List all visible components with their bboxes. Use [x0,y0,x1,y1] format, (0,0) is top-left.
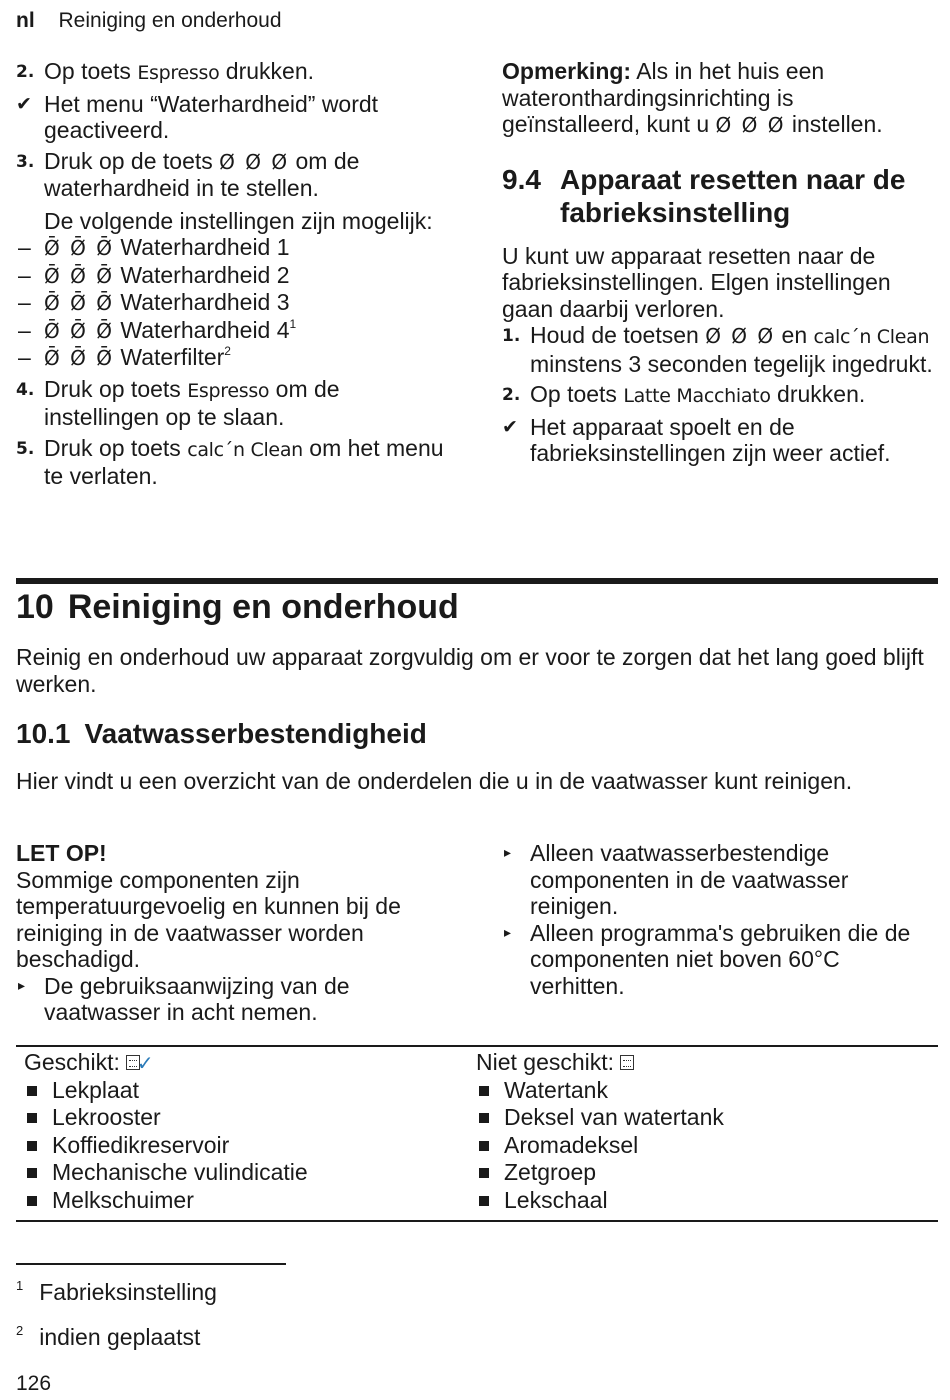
triangle-bullet-icon: ▸ [18,977,26,994]
step-number: 2. [502,385,521,405]
subsection-heading [16,718,427,750]
step-number: 3. [16,151,35,172]
footnote-2 [16,1323,200,1351]
strength-keys-icon: Ø Ø Ø [715,113,786,137]
footnote-mark: 1 [16,1278,24,1293]
option-label: Waterhardheid 2 [120,261,290,288]
reset-step-2 [502,381,934,410]
dash-icon: – [18,234,31,260]
key-label-calc-clean: calc´n Clean [187,438,303,461]
chapter-title: Reiniging en onderhoud [67,588,459,626]
warning-block-right [502,840,938,999]
warning-bullet-text: Alleen programma's gebruiken die de componenten niet boven 60°C verhitten. [530,919,911,999]
dash-icon: – [18,289,31,315]
option-label: Waterhardheid 4 [120,316,290,343]
possible-settings-intro: De volgende instellingen zijn mogelijk: [44,207,433,234]
note-text: instellen. [785,111,883,137]
step-2-espresso [16,58,446,87]
footnote-rule [16,1263,286,1265]
strength-keys-icon: Ø̄ Ø̄ Ø̄ [44,291,114,315]
chapter-number: 10 [16,588,54,626]
step-5-exit-menu [16,435,446,490]
list-item: Deksel van watertank [476,1104,926,1132]
dishwasher-icon [620,1054,646,1072]
step-text: drukken. [770,381,866,407]
reset-result [502,414,934,467]
dash-icon: – [18,316,31,343]
section-number: 9.4 [502,163,541,195]
note-label: Opmerking: [502,58,632,84]
strength-keys-icon: Ø̄ Ø̄ Ø̄ [44,236,114,260]
list-item: Aromadeksel [476,1132,926,1160]
subsection-number: 10.1 [16,718,71,749]
not-suitable-column [476,1049,926,1214]
suitable-header [24,1049,464,1077]
step-4-save [16,376,446,431]
option-label: Waterfilter [120,344,225,370]
dishwasher-suitability-table [16,1045,938,1222]
chapter-intro: Reinig en onderhoud uw apparaat zorgvuldig om er voor te zorgen dat het lang goed blijft werken. [16,644,924,697]
note-text: Als in het huis een wateronthardingsinrichting is geïnstalleerd, kunt u [502,58,825,137]
list-item: Melkschuimer [24,1187,464,1215]
step-text: Houd de toetsen [530,322,706,348]
step-text: Druk op de toets [44,147,220,174]
option-item [0,289,446,317]
warning-text: Sommige componenten zijn temperatuurgevoelig en kunnen bij de reiniging in de vaatwasser worden beschadigd. [16,866,401,972]
step-text: om de instellingen op te slaan. [44,375,340,430]
step-text: minstens 3 seconden tegelijk ingedrukt. [530,350,933,377]
step-text: Druk op toets [44,375,188,402]
key-label-latte-macchiato: Latte Macchiato [623,385,771,407]
column-header: Niet geschikt: [476,1049,615,1075]
note-softener [502,58,934,139]
footnote-1 [16,1278,217,1306]
suitable-column [24,1049,464,1214]
column-header: Geschikt: [24,1049,120,1075]
step-number: 2. [16,62,35,82]
dash-icon: – [18,261,31,288]
dishwasher-safe-icon: ✓ [126,1054,152,1072]
list-item: Lekplaat [24,1077,464,1105]
option-item [0,262,446,290]
option-item [0,317,446,345]
step-text: en [775,322,814,348]
result-text: Het apparaat spoelt en de fabrieksinstellingen zijn weer actief. [530,413,891,466]
footnote-text: Fabrieksinstelling [39,1279,217,1305]
warning-title: LET OP! [16,840,107,866]
running-header-title: Reiniging en onderhoud [58,9,282,32]
option-label: Waterhardheid 1 [120,234,290,260]
page-number: 126 [16,1372,52,1395]
subsection-title: Vaatwasserbestendigheid [84,718,427,749]
dash-icon: – [18,344,31,370]
strength-keys-icon: Ø Ø Ø [219,149,290,174]
option-label: Waterhardheid 3 [120,289,290,315]
key-label-espresso: Espresso [137,62,220,84]
list-item: Lekschaal [476,1187,926,1215]
result-text: Het menu “Waterhardheid” wordt geactiveerd. [44,90,379,143]
language-code: nl [16,9,35,32]
list-item: Watertank [476,1077,926,1105]
warning-bullet-text: De gebruiksaanwijzing van de vaatwasser in acht nemen. [44,972,350,1025]
suitable-list [24,1077,464,1215]
step-text: om het menu te verlaten. [44,434,444,489]
list-item: Koffiedikreservoir [24,1132,464,1160]
section-heading-9-4 [502,163,934,229]
step-text: om de waterhardheid in te stellen. [44,147,360,201]
warning-bullet [502,920,938,1000]
warning-bullet-text: Alleen vaatwasserbestendige componenten in de vaatwasser reinigen. [530,840,849,919]
step-number: 5. [16,438,35,459]
step-number: 4. [16,379,35,400]
footnote-text: indien geplaatst [39,1324,201,1350]
step-text: Op toets [44,58,138,84]
warning-bullet [16,973,456,1026]
strength-keys-icon: Ø Ø Ø [705,324,776,348]
footnote-mark: 2 [16,1323,24,1338]
option-item [0,234,446,262]
left-column [16,58,446,494]
hardness-options-list [0,234,446,372]
footnote-ref: 2 [224,344,231,358]
running-header [16,9,282,33]
not-suitable-list [476,1077,926,1215]
list-item: Lekrooster [24,1104,464,1132]
right-column [502,58,934,471]
check-icon: ✔ [16,92,32,115]
key-label-espresso: Espresso [187,379,270,402]
footnote-ref: 1 [289,316,297,331]
step-text: Op toets [530,381,624,407]
step-number: 1. [502,326,521,346]
chapter-rule [16,578,938,584]
strength-keys-icon: Ø̄ Ø̄ Ø̄ [44,346,114,370]
step-text: Druk op toets [44,434,188,461]
reset-intro: U kunt uw apparaat resetten naar de fabrieksinstellingen. Elgen instellingen gaan daarbij verloren. [502,242,891,322]
key-label-calc-clean: calc´n Clean [813,326,930,348]
strength-keys-icon: Ø̄ Ø̄ Ø̄ [44,318,114,343]
section-title: Apparaat resetten naar de fabrieksinstelling [560,163,906,228]
subsection-intro: Hier vindt u een overzicht van de onderdelen die u in de vaatwasser kunt reinigen. [16,768,853,794]
step-text: drukken. [219,58,315,84]
step-3-set-hardness [16,148,446,202]
check-icon: ✔ [502,415,518,438]
list-item: Zetgroep [476,1159,926,1187]
result-menu-activated [16,91,446,144]
triangle-bullet-icon: ▸ [504,924,512,941]
not-suitable-header [476,1049,926,1077]
triangle-bullet-icon: ▸ [504,845,512,861]
warning-block-left [16,840,456,1026]
reset-step-1 [502,322,934,377]
chapter-heading [16,588,459,627]
option-item [0,344,446,372]
warning-bullet [502,840,938,920]
list-item: Mechanische vulindicatie [24,1159,464,1187]
strength-keys-icon: Ø̄ Ø̄ Ø̄ [44,263,114,288]
